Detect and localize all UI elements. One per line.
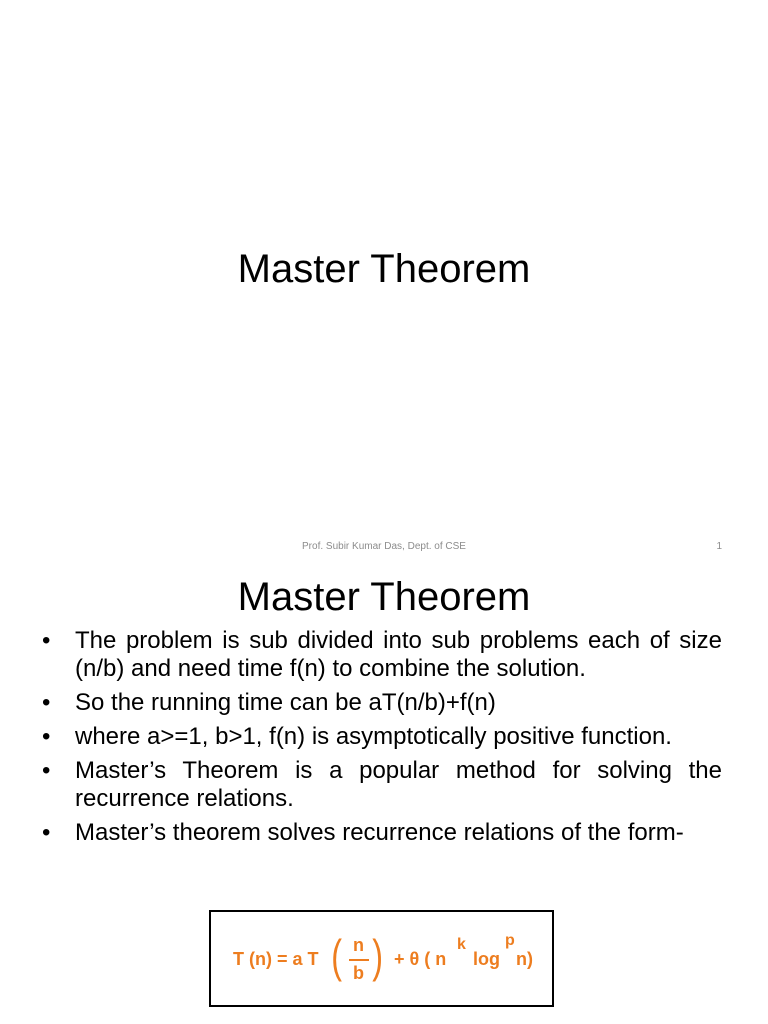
formula-close-paren: ) — [372, 930, 384, 982]
formula-lhs: T (n) = a T — [233, 949, 319, 969]
formula-theta-term: + θ ( n — [394, 949, 447, 969]
slide-footer-author: Prof. Subir Kumar Das, Dept. of CSE — [302, 541, 466, 552]
bullet-item — [40, 627, 722, 683]
slide-2-title: Master Theorem — [237, 575, 531, 619]
bullet-item — [40, 723, 722, 751]
bullet-dot-icon: • — [42, 723, 51, 750]
bullet-dot-icon: • — [42, 689, 51, 716]
bullet-text: The problem is sub divided into sub problems each of size (n/b) and need time f(n) to combine the solution. — [75, 627, 722, 682]
bullet-list — [40, 627, 722, 853]
formula-denominator: b — [353, 963, 364, 983]
formula-open-paren: ( — [331, 930, 343, 982]
fraction-bar — [349, 959, 369, 961]
formula-log: log — [473, 949, 500, 969]
formula-numerator: n — [353, 935, 364, 955]
bullet-text: where a>=1, b>1, f(n) is asymptotically positive function. — [75, 723, 672, 750]
bullet-item — [40, 819, 722, 847]
formula-tail: n) — [516, 949, 533, 969]
bullet-item — [40, 689, 722, 717]
bullet-text: Master’s Theorem is a popular method for solving the recurrence relations. — [75, 757, 722, 812]
formula-exponent-p: p — [505, 932, 515, 949]
bullet-dot-icon: • — [42, 757, 51, 784]
master-theorem-formula — [211, 912, 552, 1005]
bullet-dot-icon: • — [42, 627, 51, 654]
formula-exponent-k: k — [457, 936, 466, 953]
bullet-text: Master’s theorem solves recurrence relations of the form- — [75, 819, 684, 846]
slide-page-number: 1 — [716, 541, 722, 552]
bullet-item — [40, 757, 722, 813]
bullet-text: So the running time can be aT(n/b)+f(n) — [75, 689, 496, 716]
formula-box — [209, 910, 554, 1007]
slide-1-title: Master Theorem — [237, 247, 531, 291]
bullet-dot-icon: • — [42, 819, 51, 846]
